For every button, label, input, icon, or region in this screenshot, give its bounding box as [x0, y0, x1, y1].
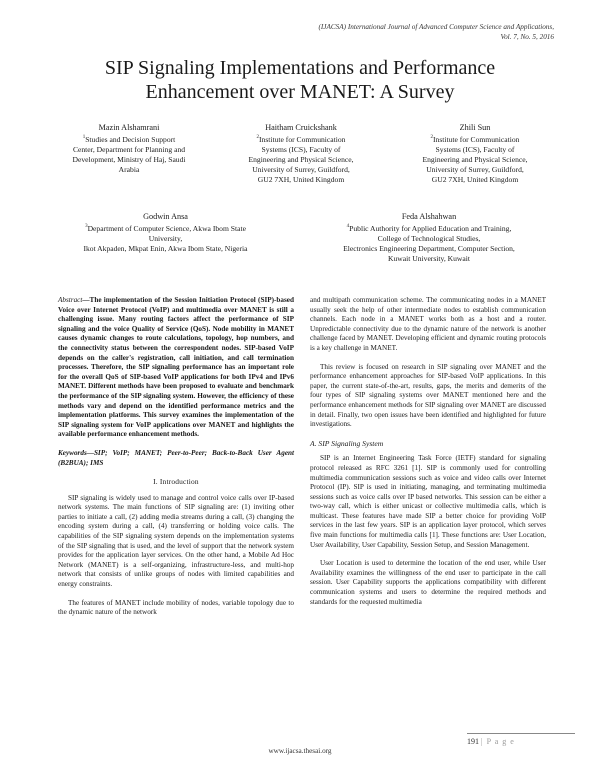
journal-header [194, 22, 554, 42]
author-name: Haitham Cruickshank [265, 123, 337, 132]
abstract-label: Abstract [58, 296, 83, 304]
author-block: Mazin Alshamrani $^1$Studies and Decision Support Center, Department for Planning and Development, Ministry of Haj, Saudi Arabia [54, 123, 204, 175]
intro-paragraph: The features of MANET include mobility of nodes, variable topology due to the dynamic nature of the network [58, 598, 294, 617]
intro-paragraph: SIP signaling is widely used to manage and control voice calls over IP-based network systems. The main functions of SIP signaling are: (1) inviting other parties to initiate a call, (2) adding media streams during a call, (3) changing the encoding system during a call, (4) transferring or holding voice calls. The capabilities of the SIP signaling system depends on the implementation systems of the SIP signaling that is used, and the level of support that the network system provides for the application layer services. On the other hand, a Mobile Ad Hoc Network (MANET) is a self-organizing, infrastructure-less, and multi-hop network that consists of unlike groups of nodes with limited capabilities and energy constraints. [58, 493, 294, 589]
author-block: Feda Alshahwan $^4$Public Authority for Applied Education and Training, College of Technological Studies, Electronics Engineering Department, Computer Section, Kuwait University, Kuwait [318, 212, 540, 264]
abstract-text: The implementation of the Session Initiation Protocol (SIP)-based Voice over Internet Protocol (VoIP) and multimedia over MANET is still a challenging issue. Many routing factors affect the performance of SIP signaling and the voice Quality of Service (QoS). Node mobility in MANET causes dynamic changes to route calculations, topology, hop numbers, and the connectivity status between the correspondent nodes. SIP-based VoIP depends on the caller's registration, call initiation, and call termination processes. Therefore, the SIP signaling performance has an important role for the overall QoS of SIP-based VoIP applications for both IPv4 and IPv6 MANET. Different methods have been proposed to evaluate and benchmark the performance of the SIP signaling system. However, the efficiency of these methods vary and depend on the identified performance metrics and the implementation platforms. This survey examines the implementation of the SIP signaling system for VoIP applications over MANET and highlights the available performance enhancement methods. [58, 296, 294, 439]
body-paragraph: and multipath communication scheme. The communicating nodes in a MANET usually seek the help of other intermediate nodes to establish communication channels. Each node in a MANET works both as a host and a router. Unpredictable connectivity due to the dynamic nature of the network is another challenge faced by MANET. Developing efficient and dynamic routing protocols is a key challenge in MANET. [310, 296, 546, 352]
paper-title [40, 56, 560, 104]
author-block: Haitham Cruickshank $^2$Institute for Communication Systems (ICS), Faculty of Engineering and Physical Science, University of Surrey, Guildford, GU2 7XH, United Kingdom [226, 123, 376, 185]
body-paragraph: SIP is an Internet Engineering Task Force (IETF) standard for signaling protocol released as RFC 3261 [1]. SIP is commonly used for controlling multimedia communication sessions such as voice and video calls over Internet Protocol (IP). SIP is used in initiating, managing, and terminating multimedia sessions such as voice calls over IP based networks. This session can be either a two-way call, which is either unicast or collective multimedia calls, which is multicast. These features have made SIP a better choice for providing VoIP services in the last few years. SIP is an application layer protocol, which serves five main functions for multimedia calls [1]. These functions are: User Location, User Availability, User Capability, Session Setup, and Session Management. [310, 454, 546, 549]
author-name: Zhili Sun [459, 123, 491, 132]
author-block: Zhili Sun $^2$Institute for Communication Systems (ICS), Faculty of Engineering and Physical Science, University of Surrey, Guildford, GU2 7XH, United Kingdom [400, 123, 550, 185]
left-column [58, 296, 294, 618]
journal-volume: Vol. 7, No. 5, 2016 [500, 33, 554, 41]
journal-name: (IJACSA) International Journal of Advanced Computer Science and Applications, [318, 23, 554, 31]
author-block: Godwin Ansa $^3$Department of Computer Science, Akwa Ibom State University, Ikot Akpaden, Mkpat Enin, Akwa Ibom State, Nigeria [58, 212, 273, 254]
title-line-1: SIP Signaling Implementations and Performance [104, 57, 496, 79]
keywords: Keywords—SIP; VoIP; MANET; Peer-to-Peer; Back-to-Back User Agent (B2BUA); IMS [58, 448, 294, 467]
section-heading: I. Introduction [153, 477, 199, 487]
body-paragraph: User Location is used to determine the location of the end user, while User Availability examines the willingness of the end user to participate in the call session. User Capability supports the applications compatibility with different communication systems and users to determine the required methods and standards for the requested multimedia [310, 559, 546, 606]
right-column [310, 296, 546, 607]
page-label: | P a g e [481, 737, 515, 746]
author-name: Feda Alshahwan [401, 212, 457, 221]
page-number: 191 [467, 737, 479, 746]
body-paragraph: This review is focused on research in SIP signaling over MANET and the performance enhancement approaches for SIP-based VoIP applications. In this paper, the current state-of-the-art, results, gaps, the merits and demerits of the four types of SIP signaling systems over MANET mentioned here and the performance enhancement methods for SIP signaling over MANET are discussed in detail. Finally, two open issues have been identified and highlighted for future investigations. [310, 362, 546, 429]
author-name: Godwin Ansa [143, 212, 188, 221]
subsection-heading: A. SIP Signaling System [310, 438, 384, 448]
title-line-2: Enhancement over MANET: A Survey [145, 81, 455, 103]
abstract: Abstract—The implementation of the Session Initiation Protocol (SIP)-based Voice over Internet Protocol (VoIP) and multimedia over MANET is still a challenging issue. Many routing factors affect the performance of SIP signaling and the voice Quality of Service (QoS). Node mobility in MANET causes dynamic changes to route calculations, topology, hop numbers, and the connectivity status between the correspondent nodes. SIP-based VoIP depends on the caller's registration, call initiation, and call termination processes. Therefore, the SIP signaling performance has an important role for the overall QoS of SIP-based VoIP applications for both IPv4 and IPv6 MANET. Different methods have been proposed to evaluate and benchmark the performance of the SIP signaling system. However, the efficiency of these methods vary and depend on the identified performance metrics and the implementation platforms. This survey examines the implementation of the SIP signaling system for VoIP applications over MANET and highlights the available performance enhancement methods. [58, 296, 294, 439]
footer-url[interactable]: www.ijacsa.thesai.org [268, 747, 332, 755]
author-name: Mazin Alshamrani [98, 123, 160, 132]
